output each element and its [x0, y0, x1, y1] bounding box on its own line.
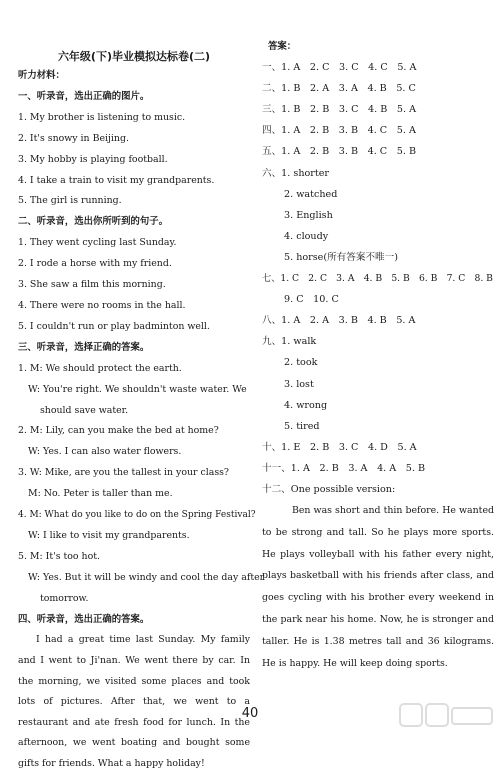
dialogue-line: 2. M: Lily, can you make the bed at home? [18, 425, 219, 437]
dialogue-line: 1. M: We should protect the earth. [18, 362, 182, 374]
answer-six-item: 5. horse(所有答案不唯一) [284, 251, 398, 263]
dialogue-line: W: Yes. I can also water flowers. [28, 446, 182, 458]
answers-column [262, 36, 494, 674]
answer-row: 二、1. B 2. A 3. A 4. B 5. C [262, 83, 416, 95]
page-number: 40 [241, 706, 259, 721]
section-2-item: 5. I couldn't run or play badminton well. [18, 320, 210, 332]
answer-nine-item: 5. tired [284, 420, 320, 432]
dialogue-line: 3. W: Mike, are you the tallest in your class? [18, 467, 229, 479]
essay-paragraph: Ben was short and thin before. He wanted to be strong and tall. So he plays more sports. He plays volleyball with his father every night, plays basketball with his friends after class, and goes cycling with his brother every weekend in the park near his home. Now, he is stronger and taller. He is 1.38 metres tall and 36 kilograms. He is happy. He will keep doing sports. [262, 505, 494, 669]
dialogue-line: 4. M: What do you like to do on the Spring Festival? [18, 510, 256, 521]
answer-six-item: 2. watched [284, 188, 338, 200]
answer-six-item: 3. English [284, 209, 333, 221]
answer-twelve-label: 十二、One possible version: [262, 483, 396, 495]
dialogue-line: M: No. Peter is taller than me. [28, 488, 173, 500]
material-heading: 听力材料： [18, 70, 65, 81]
section-4-heading: 四、听录音，选出正确的答案。 [18, 613, 150, 625]
section-1-item: 5. The girl is running. [18, 195, 122, 207]
dialogue-line: 5. M: It's too hot. [18, 550, 100, 562]
section-2-item: 4. There were no rooms in the hall. [18, 299, 186, 311]
section-3-heading: 三、听录音，选择正确的答案。 [18, 341, 150, 353]
answer-nine-item: 2. took [284, 357, 318, 369]
dialogue-line: should save water. [40, 404, 129, 416]
section-1-item: 1. My brother is listening to music. [18, 111, 186, 123]
section-1-item: 2. It's snowy in Beijing. [18, 132, 129, 144]
answer-six-first: 六、1. shorter [262, 167, 329, 179]
answer-six-item: 4. cloudy [284, 230, 329, 242]
answer-seven-row: 9. C 10. C [284, 294, 339, 306]
answer-ten-row: 十、1. E 2. B 3. C 4. D 5. A [262, 441, 417, 453]
dialogue-line: W: I like to visit my grandparents. [28, 529, 190, 541]
answer-nine-item: 3. lost [284, 378, 314, 390]
section-2-item: 1. They went cycling last Sunday. [18, 237, 177, 249]
section-2-heading: 二、听录音，选出你所听到的句子。 [18, 216, 169, 228]
answer-nine-item: 4. wrong [284, 399, 328, 411]
section-1-item: 4. I take a train to visit my grandparents. [18, 174, 215, 186]
answer-seven-row: 七、1. C 2. C 3. A 4. B 5. B 6. B 7. C 8. B [262, 273, 493, 285]
answer-row: 五、1. A 2. B 3. B 4. C 5. B [262, 146, 416, 158]
watermark-logo-icon [398, 700, 496, 730]
dialogue-line: tomorrow. [40, 592, 89, 604]
listening-material-column [18, 66, 265, 775]
answer-row: 四、1. A 2. B 3. B 4. C 5. A [262, 125, 416, 137]
dialogue-line: W: Yes. But it will be windy and cool the day after [28, 571, 265, 583]
page-title: 六年级(下)毕业模拟达标卷(二) [57, 50, 211, 63]
section-4-passage: I had a great time last Sunday. My family and I went to Ji'nan. We went there by car. In the morning, we visited some places and took lots of pictures. After that, we went to a restaurant and ate fresh food for lunch. In the afternoon, we went boating and bought some gifts for friends. What a happy holiday! [18, 634, 250, 770]
section-1-item: 3. My hobby is playing football. [18, 153, 168, 165]
answer-row: 三、1. B 2. B 3. C 4. B 5. A [262, 104, 416, 116]
answer-eleven-row: 十一、1. A 2. B 3. A 4. A 5. B [262, 462, 426, 474]
answer-nine-first: 九、1. walk [262, 336, 317, 348]
answer-row: 一、1. A 2. C 3. C 4. C 5. A [262, 62, 417, 74]
section-1-heading: 一、听录音，选出正确的图片。 [18, 90, 150, 102]
answer-eight-row: 八、1. A 2. A 3. B 4. B 5. A [262, 315, 416, 327]
dialogue-line: W: You're right. We shouldn't waste water. We [28, 383, 247, 395]
section-2-item: 2. I rode a horse with my friend. [18, 258, 172, 270]
answers-heading: 答案： [268, 41, 297, 52]
section-2-item: 3. She saw a film this morning. [18, 279, 166, 291]
